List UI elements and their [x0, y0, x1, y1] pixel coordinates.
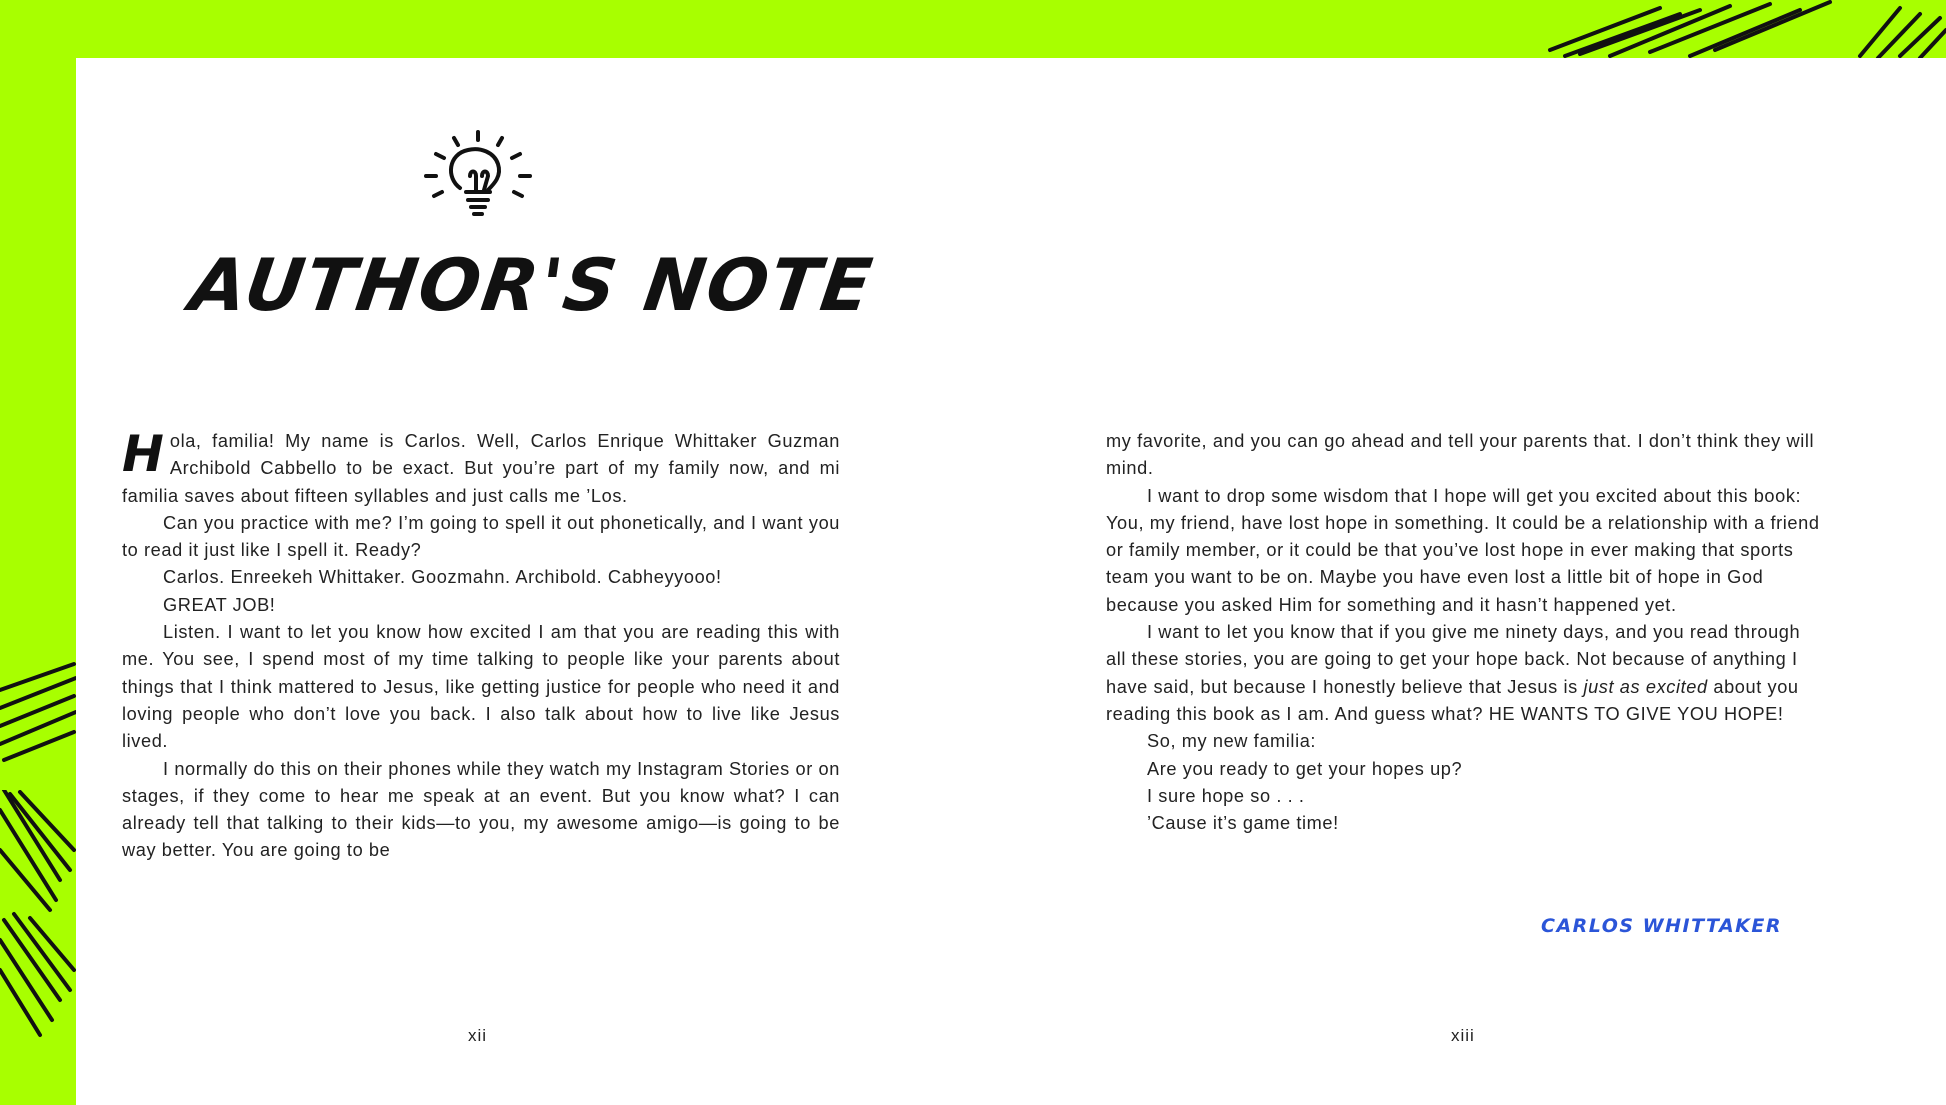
page-number-right: xiii: [1451, 1026, 1475, 1045]
lightbulb-icon: [418, 130, 538, 230]
paragraph-4: So, my new familia:: [1147, 731, 1317, 752]
paragraph-6: I sure hope so . . .: [1147, 785, 1305, 806]
scribble-top-right: [1540, 0, 1946, 58]
book-spread: [76, 58, 1946, 1105]
emphasis-text: just as excited: [1583, 676, 1708, 697]
paragraph-1: Hola, familia! My name is Carlos. Well, Carlos Enrique Whittaker Guzman Archibold Cabbello to be exact. But you’re part of my family now, and mi familia saves about fifteen syllables and just calls me ’Los.: [122, 425, 840, 506]
paragraph-6: I normally do this on their phones while they watch my Instagram Stories or on stages, if they come to hear me speak at an event. But you know what? I can already tell that talking to their kids—to you, my awesome amigo—is going to be way better. You are going to be: [122, 758, 840, 861]
page-number-left: xii: [468, 1026, 488, 1045]
paragraph-2: Can you practice with me? I’m going to spell it out phonetically, and I want you to read it just like I spell it. Ready?: [122, 512, 840, 561]
right-page-text: [1106, 428, 1824, 837]
paragraph-7: ’Cause it’s game time!: [1147, 813, 1339, 834]
author-signature: CARLOS WHITTAKER: [1541, 915, 1783, 937]
paragraph-4: GREAT JOB!: [163, 594, 276, 615]
paragraph-2: I want to drop some wisdom that I hope will get you excited about this book: You, my friend, have lost hope in something. It could be a relationship with a friend or family member, or it could be that you’ve lost hope in ever making that sports team you want to be on. Maybe you have even lost a little bit of hope in God because you asked Him for something and it hasn’t happened yet.: [1106, 485, 1820, 615]
paragraph-5: Are you ready to get your hopes up?: [1147, 758, 1463, 779]
paragraph-3: Carlos. Enreekeh Whittaker. Goozmahn. Archibold. Cabheyyooo!: [163, 567, 722, 588]
paragraph-1: my favorite, and you can go ahead and tell your parents that. I don’t think they will mind.: [1106, 431, 1815, 479]
drop-cap: H: [122, 425, 164, 483]
scribble-left-bottom: [0, 790, 76, 1040]
paragraph-3: I want to let you know that if you give me ninety days, and you read through all these stories, you are going to get your hope back. Not because of anything I have said, but because I honestly believe that Jesus is just as excited about you reading this book as I am. And guess what? HE WANTS TO GIVE YOU HOPE!: [1106, 622, 1801, 724]
page-title: AUTHOR'S NOTE: [185, 243, 879, 327]
paragraph-5: Listen. I want to let you know how excited I am that you are reading this with me. You see, I spend most of my time talking to people like your parents about things that I think mattered to Jesus, like getting justice for people who need it and loving people who don’t love you back. I also talk about how to live like Jesus lived.: [122, 622, 840, 752]
scribble-left-middle: [0, 660, 76, 770]
left-page-text: [122, 425, 840, 865]
